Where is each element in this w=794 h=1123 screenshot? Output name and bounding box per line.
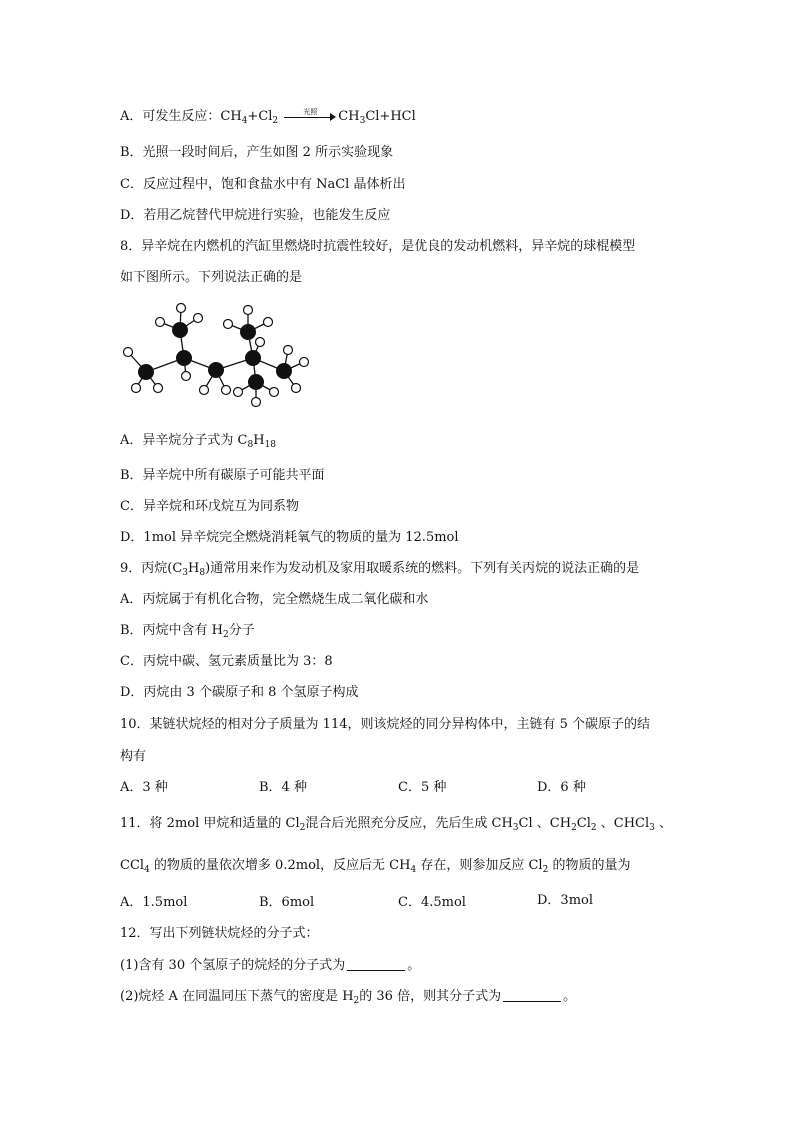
q11-option-b: B．6mol [259, 895, 315, 910]
subscript: 2 [223, 630, 229, 640]
subscript: 8 [199, 568, 206, 578]
subscript: 2 [590, 823, 597, 833]
q11-text: CCl [120, 858, 145, 873]
q11-stem-line1 [120, 815, 672, 833]
q8-stem-line1: 8．异辛烷在内燃机的汽缸里燃烧时抗震性较好，是优良的发动机燃料，异辛烷的球棍模型 [120, 239, 636, 254]
q10-option-c: C．5 种 [398, 780, 447, 795]
q9-option-a: A．丙烷属于有机化合物，完全燃烧生成二氧化碳和水 [120, 592, 429, 607]
subscript: 4 [410, 865, 417, 875]
q11-option-d: D．3mol [537, 893, 594, 908]
q10-stem-line2: 构有 [120, 749, 147, 764]
subscript: 3 [182, 568, 189, 578]
q12-part2 [120, 988, 576, 1006]
answer-blank[interactable] [347, 958, 405, 971]
q8-option-c: C．异辛烷和环戊烷互为同系物 [120, 499, 299, 514]
q9-b-text: B．丙烷中含有 H [120, 623, 224, 638]
q8-a-text: A．异辛烷分子式为 C [120, 433, 248, 448]
q12-part1-text: (1)含有 30 个氢原子的烷烃的分子式为 [120, 958, 346, 973]
q11-text: 、CHCl [596, 816, 650, 831]
q9-option-b [120, 622, 255, 640]
q12-part2-text: (2)烷烃 A 在同温同压下蒸气的密度是 H [120, 989, 354, 1004]
q7-a-text: +Cl [247, 109, 273, 124]
q12-stem: 12．写出下列链状烷烃的分子式： [120, 926, 319, 941]
answer-blank[interactable] [503, 989, 561, 1002]
subscript: 18 [264, 440, 276, 450]
q9-b-text: 分子 [228, 623, 255, 638]
q12-part2-text: 的 36 倍，则其分子式为 [359, 989, 502, 1004]
subscript: 2 [272, 116, 279, 126]
q11-text: 、 [654, 816, 673, 831]
reaction-condition: 光照 [303, 108, 318, 116]
q8-a-text: H [253, 433, 265, 448]
subscript: 3 [359, 116, 366, 126]
q12-part1-text: 。 [407, 958, 421, 973]
q8-option-a [120, 432, 276, 450]
subscript: 8 [247, 440, 254, 450]
q7-option-a [120, 108, 416, 126]
q9-stem-text: 9．丙烷(C [120, 561, 183, 576]
q11-text: 11．将 2mol 甲烷和适量的 Cl [120, 816, 300, 831]
q8-option-d: D．1mol 异辛烷完全燃烧消耗氧气的物质的量为 12.5mol [120, 530, 459, 545]
q8-stem-line2: 如下图所示。下列说法正确的是 [120, 270, 303, 285]
q11-text: 混合后光照充分反应，先后生成 CH [305, 816, 513, 831]
subscript: 3 [512, 823, 519, 833]
q11-option-c: C．4.5mol [398, 895, 466, 910]
subscript: 2 [299, 823, 306, 833]
q11-stem-line2 [120, 857, 630, 875]
q11-text: Cl [576, 816, 591, 831]
q9-option-c: C．丙烷中碳、氢元素质量比为 3：8 [120, 654, 333, 669]
q12-part1 [120, 957, 420, 975]
subscript: 4 [241, 116, 248, 126]
q11-text: 的物质的量依次增多 0.2mol，反应后无 CH [149, 858, 411, 873]
subscript: 2 [571, 823, 577, 833]
q11-text: Cl 、CH [518, 816, 572, 831]
isooctane-ball-and-stick-model [118, 300, 318, 410]
q12-part2-text: 。 [563, 989, 577, 1004]
q9-stem-text: )通常用来作为发动机及家用取暖系统的燃料。下列有关丙烷的说法正确的是 [205, 561, 640, 576]
q10-option-a: A．3 种 [120, 780, 168, 795]
q9-stem [120, 560, 639, 578]
q7-a-text: A．可发生反应：CH [120, 109, 242, 124]
q11-text: 存在，则参加反应 Cl [416, 858, 543, 873]
q7-option-c: C．反应过程中，饱和食盐水中有 NaCl 晶体析出 [120, 177, 406, 192]
q11-option-a: A．1.5mol [120, 895, 188, 910]
q11-text: 的物质的量为 [548, 858, 631, 873]
q7-option-b: B．光照一段时间后，产生如图 2 所示实验现象 [120, 145, 394, 160]
q8-option-b: B．异辛烷中所有碳原子可能共平面 [120, 468, 325, 483]
q9-option-d: D．丙烷由 3 个碳原子和 8 个氢原子构成 [120, 685, 359, 700]
subscript: 2 [353, 996, 360, 1006]
q7-option-d: D．若用乙烷替代甲烷进行实验，也能发生反应 [120, 208, 391, 223]
q10-option-d: D．6 种 [537, 780, 586, 795]
q9-stem-text: H [188, 561, 200, 576]
reaction-arrow [284, 109, 336, 121]
q7-a-text: CH [338, 109, 360, 124]
subscript: 2 [542, 865, 549, 875]
q10-option-b: B．4 种 [259, 780, 307, 795]
subscript: 4 [144, 865, 150, 875]
q10-stem-line1: 10．某链状烷烃的相对分子质量为 114，则该烷烃的同分异构体中，主链有 5 个碳原子的结 [120, 717, 651, 732]
subscript: 3 [649, 823, 655, 833]
q7-a-text: Cl+HCl [365, 109, 416, 124]
